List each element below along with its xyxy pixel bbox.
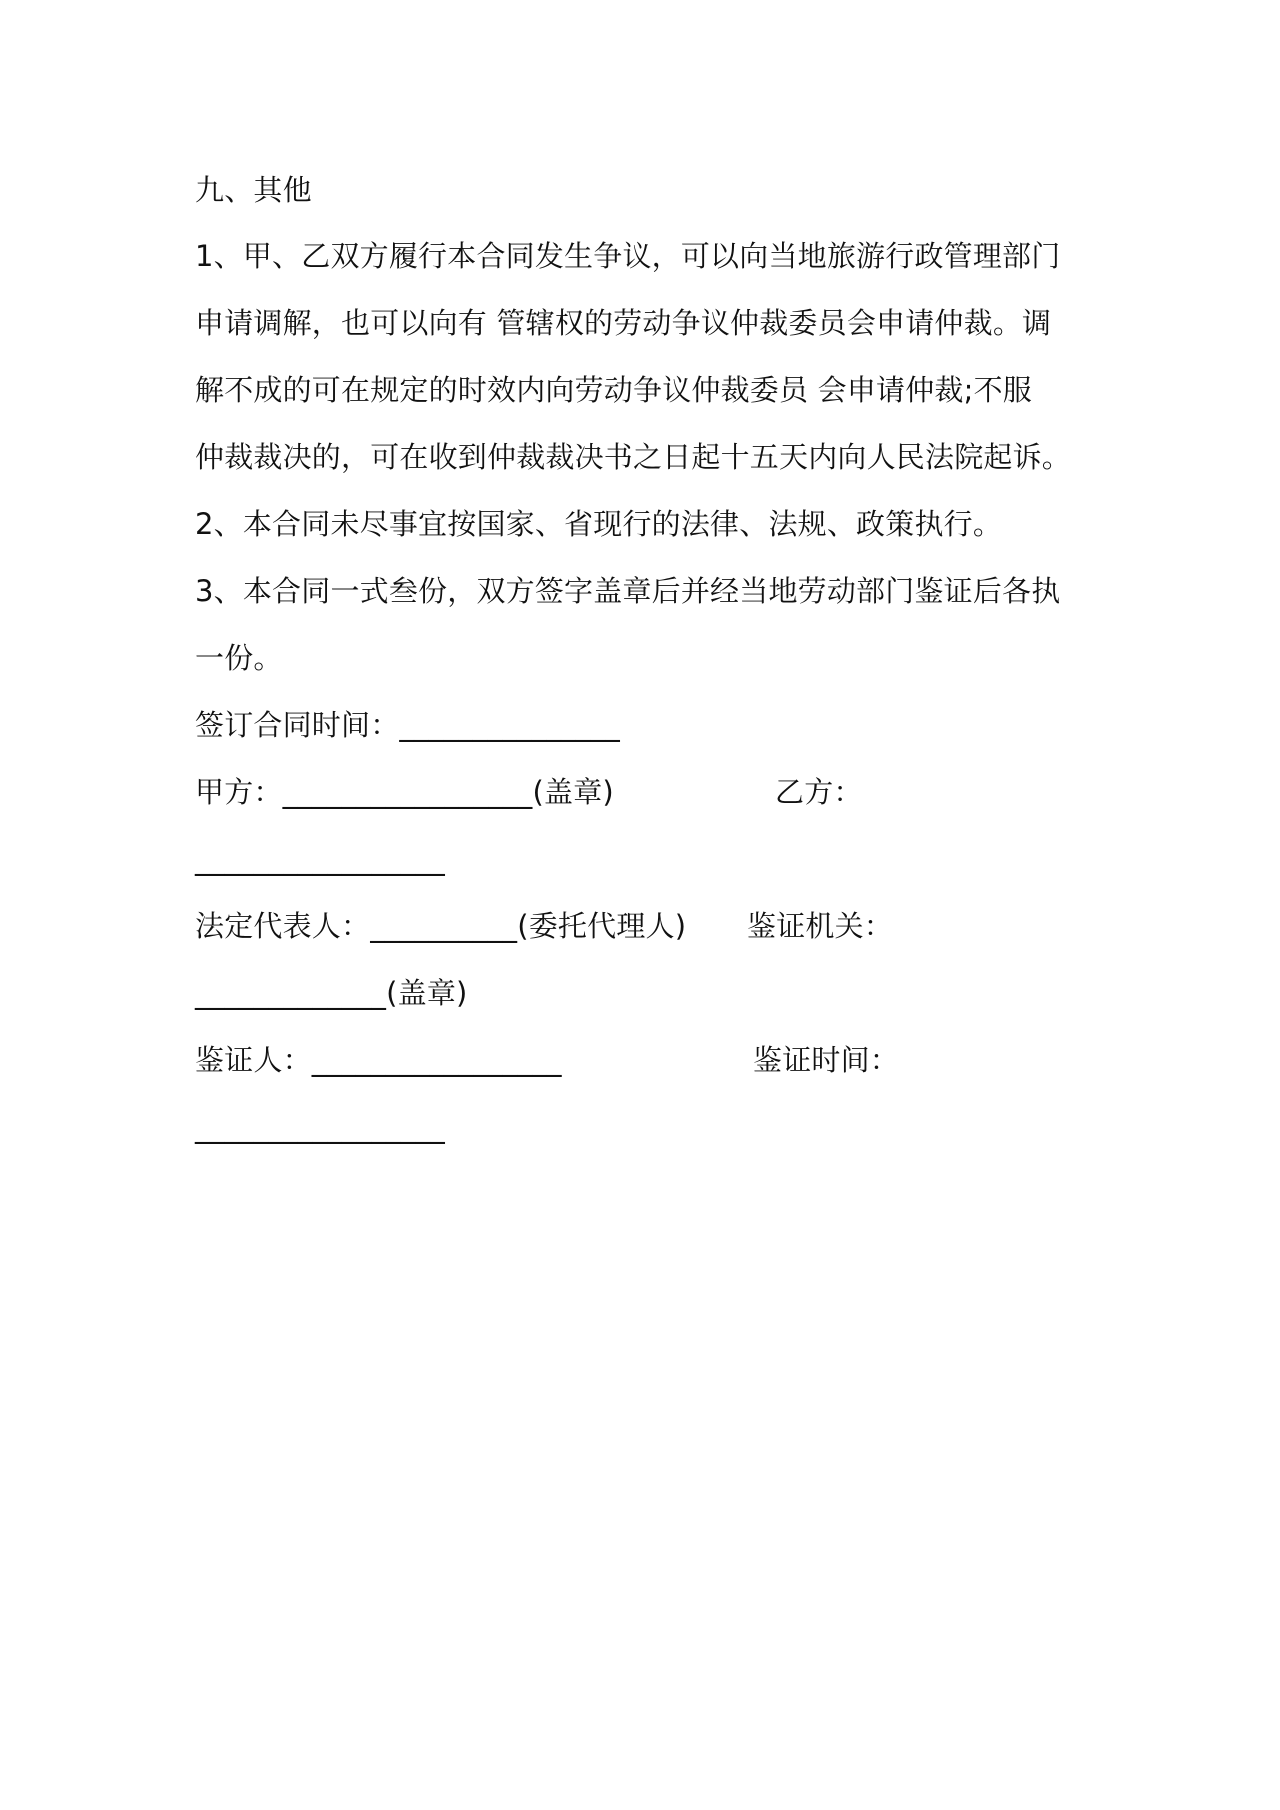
- clause-3-line-2: 一份。: [195, 641, 283, 675]
- clause-1-line-3: 解不成的可在规定的时效内向劳动争议仲裁委员 会申请仲裁;不服: [195, 373, 1032, 407]
- cert-date-blank: _________________: [195, 1110, 445, 1144]
- cert-authority-label: 鉴证机关：: [747, 909, 894, 943]
- legal-rep-field: 法定代表人：__________(委托代理人): [195, 909, 687, 943]
- clause-2: 2、本合同未尽事宜按国家、省现行的法律、法规、政策执行。: [195, 507, 1003, 541]
- clause-1-line-2: 申请调解，也可以向有 管辖权的劳动争议仲裁委员会申请仲裁。调: [195, 306, 1052, 340]
- legal-rep-row: [195, 908, 1095, 944]
- party-b-blank: _________________: [195, 842, 445, 876]
- certifier-row: [195, 1042, 1095, 1078]
- party-a-field: 甲方：_________________(盖章): [195, 775, 614, 809]
- clause-3-line-1: 3、本合同一式叁份，双方签字盖章后并经当地劳动部门鉴证后各执: [195, 574, 1061, 608]
- section-title: 九、其他: [195, 173, 312, 207]
- certifier-field: 鉴证人：_________________: [195, 1043, 562, 1077]
- sign-date-field: 签订合同时间：_______________: [195, 708, 620, 742]
- clause-1-line-4: 仲裁裁决的，可在收到仲裁裁决书之日起十五天内向人民法院起诉。: [195, 440, 1072, 474]
- party-b-label: 乙方：: [775, 775, 863, 809]
- party-row: [195, 774, 1095, 810]
- cert-authority-blank: _____________(盖章): [195, 976, 468, 1010]
- clause-1-line-1: 1、甲、乙双方履行本合同发生争议，可以向当地旅游行政管理部门: [195, 239, 1061, 273]
- cert-date-label: 鉴证时间：: [753, 1043, 900, 1077]
